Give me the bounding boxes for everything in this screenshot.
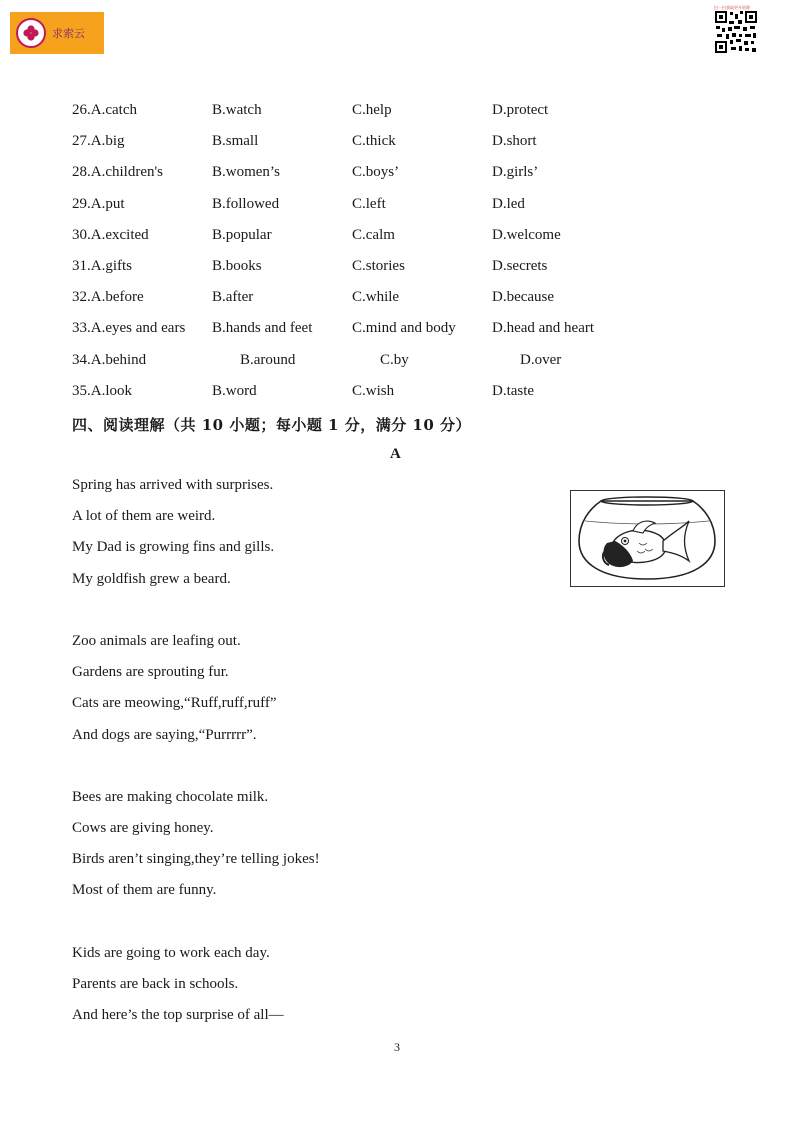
passage-label: A: [390, 446, 401, 462]
option-a: 35.A.look: [72, 382, 132, 399]
option-row-29: [72, 196, 672, 227]
poem-line: And dogs are saying,“Purrrrr”.: [72, 726, 257, 743]
option-row-30: [72, 227, 672, 258]
poem-line: Birds aren’t singing,they’re telling jokes!: [72, 851, 320, 868]
logo-text: 求索云: [52, 27, 85, 40]
option-b: B.women’s: [212, 164, 280, 181]
option-b: B.around: [240, 351, 296, 368]
poem-line: Spring has arrived with surprises.: [72, 477, 274, 493]
poem-line: Cats are meowing,“Ruff,ruff,ruff”: [72, 695, 277, 712]
option-c: C.by: [380, 351, 409, 368]
option-row-28: [72, 164, 672, 195]
option-d: D.over: [520, 351, 562, 368]
poem-line: A lot of them are weird.: [72, 508, 216, 525]
poem-passage: [72, 477, 320, 1038]
option-a: 32.A.before: [72, 289, 144, 306]
stanza-gap: [72, 602, 320, 633]
option-d: D.girls’: [492, 164, 539, 181]
option-d: D.taste: [492, 382, 535, 399]
goldfish-bowl-illustration: [570, 490, 725, 587]
option-row-35: [72, 383, 672, 414]
option-b: B.after: [212, 289, 254, 306]
option-b: B.small: [212, 133, 259, 150]
option-c: C.stories: [352, 257, 405, 274]
option-d: D.short: [492, 133, 537, 150]
option-row-26: [72, 102, 672, 133]
option-a: 34.A.behind: [72, 351, 147, 368]
option-b: B.books: [212, 257, 262, 274]
option-a: 28.A.children's: [72, 164, 164, 181]
section-heading: 四、阅读理解（共 10 小题；每小题 1 分，满分 10 分）: [72, 416, 472, 434]
option-b: B.hands and feet: [212, 320, 313, 337]
option-a: 33.A.eyes and ears: [72, 320, 186, 337]
option-c: C.mind and body: [352, 320, 456, 337]
option-row-33: [72, 320, 672, 351]
cloze-options: [72, 102, 672, 414]
option-d: D.head and heart: [492, 320, 595, 337]
option-d: D.because: [492, 289, 555, 306]
option-a: 30.A.excited: [72, 226, 149, 243]
qr-code-icon[interactable]: [714, 10, 758, 54]
option-c: C.boys’: [352, 164, 400, 181]
option-row-32: [72, 289, 672, 320]
option-a: 29.A.put: [72, 195, 125, 212]
clover-icon: [16, 18, 46, 48]
option-c: C.help: [352, 102, 392, 118]
option-c: C.while: [352, 289, 400, 306]
option-b: B.word: [212, 382, 257, 399]
poem-line: Parents are back in schools.: [72, 976, 239, 992]
option-b: B.popular: [212, 226, 272, 243]
poem-line: Cows are giving honey.: [72, 820, 214, 837]
option-d: D.welcome: [492, 226, 561, 243]
poem-line: Kids are going to work each day.: [72, 944, 270, 961]
option-a: 31.A.gifts: [72, 257, 132, 274]
poem-line: And here’s the top surprise of all—: [72, 1007, 284, 1024]
poem-line: Gardens are sprouting fur.: [72, 664, 229, 681]
qr-caption: 扫一扫获取更多资源: [714, 5, 750, 10]
option-d: D.protect: [492, 102, 549, 118]
option-row-34: [72, 352, 672, 383]
option-a: 27.A.big: [72, 133, 125, 150]
option-c: C.calm: [352, 226, 395, 243]
option-b: B.watch: [212, 102, 262, 118]
stanza-gap: [72, 758, 320, 789]
poem-line: Zoo animals are leafing out.: [72, 632, 241, 649]
poem-line: My goldfish grew a beard.: [72, 570, 231, 587]
option-d: D.secrets: [492, 257, 548, 274]
poem-line: Most of them are funny.: [72, 882, 217, 899]
poem-line: Bees are making chocolate milk.: [72, 788, 269, 805]
page-number: 3: [394, 1040, 400, 1054]
option-b: B.followed: [212, 195, 280, 212]
brand-logo: [10, 12, 104, 54]
option-row-31: [72, 258, 672, 289]
poem-line: My Dad is growing fins and gills.: [72, 539, 275, 556]
option-a: 26.A.catch: [72, 102, 137, 118]
option-c: C.wish: [352, 382, 395, 399]
option-c: C.thick: [352, 133, 396, 150]
option-c: C.left: [352, 195, 386, 212]
option-row-27: [72, 133, 672, 164]
option-d: D.led: [492, 195, 525, 212]
stanza-gap: [72, 914, 320, 945]
